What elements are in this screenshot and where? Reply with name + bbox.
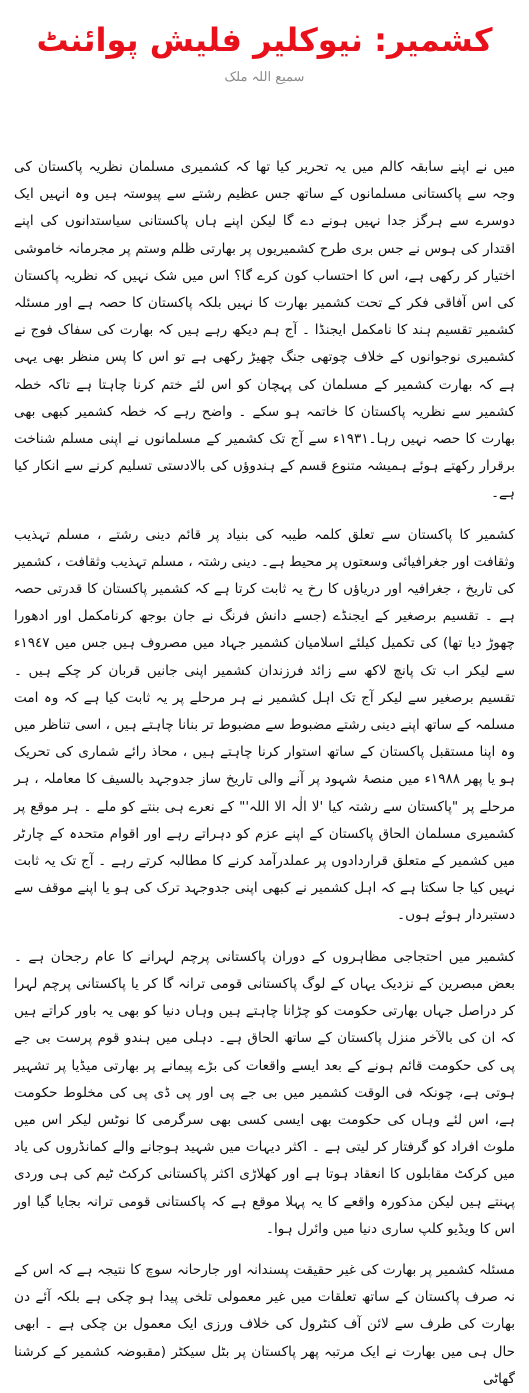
article-headline: کشمیر: نیوکلیر فلیش پوائنٹ (36, 21, 493, 59)
article-paragraph: کشمیر کا پاکستان سے تعلق کلمہ طیبہ کی بنیاد پر قائم دینی رشتے ، مسلم تہذیب وثقافت اور جغرافیائی وسعتوں پر محیط ہے۔ دینی رشتہ ، مسلم تہذیب وثقافت ، کشمیر کی تاریخ ، جغرافیہ اور دریاؤں کا رخ یہ ثابت کرتا ہے کہ کشمیر پاکستان کا قدرتی حصہ ہے ۔ تقسیم برصغیر کے ایجنڈے (جسے دانش فرنگ نے جان بوجھ کرنامکمل اور ادھورا چھوڑ دیا تھا) کی تکمیل کیلئے اسلامیان کشمیر جہاد میں مصروف ہیں جس میں ١٩٤٧ء سے لیکر اب تک پانچ لاکھ سے زائد فرزندان کشمیر اپنی جانیں قربان کر چکے ہیں ۔ تقسیم برصغیر سے لیکر آج تک اہل کشمیر نے ہر مرحلے پر یہ ثابت کیا ہے کہ وہ امت مسلمہ کے ساتھ اپنے دینی رشتے مضبوط سے مضبوط تر بنانا چاہتے ہیں ، اسی تناظر میں وہ اپنا مستقبل پاکستان کے ساتھ استوار کرنا چاہتے ہیں ، محاذ رائے شماری کی تحریک ہو یا پھر ١٩٨٨ء میں منصۂ شہود پر آنے والی تاریخ ساز جدوجہد بالسیف کا معاملہ ، ہر مرحلے پر "پاکستان سے رشتہ کیا 'لا الٰہ الا اللہ'" کے نعرے ہی بنتے کو ملے ۔ ہر موقع پر کشمیری مسلمان الحاق پاکستان کے اپنے عزم کو دہراتے رہے اور اقوام متحدہ کے چارٹر میں کشمیر کے متعلق قراردادوں پر عملدرآمد کرنے کا مطالبہ کرتے رہے ۔ آج تک یہ ثابت نہیں کیا جا سکتا ہے کہ اہل کشمیر نے کبھی اپنی جدوجہد ترک کی ہو یا اپنے موقف سے دستبردار ہوئے ہوں۔ (14, 526, 516, 924)
article-paragraph: میں نے اپنے سابقہ کالم میں یہ تحریر کیا تھا کہ کشمیری مسلمان نظریہ پاکستان کی وجہ سے پاکستانی مسلمانوں کے ساتھ جس عظیم رشتے سے پیوستہ ہیں وہ انہیں ایک دوسرے سے ہرگز جدا نہیں ہونے دے گا لیکن اپنے ہاں پاکستانی سیاستدانوں کی اپنے اقتدار کی ہوس نے جس بری طرح کشمیریوں پر بھارتی ظلم وستم پر مجرمانہ خاموشی اختیار کر رکھی ہے، اس کا احتساب کون کرے گا؟ اس میں شک نہیں کہ نظریہ پاکستان کی اس آفاقی فکر کے تحت کشمیر بھارت کا نہیں بلکہ پاکستان کا حصہ ہے اور مسئلہ کشمیر تقسیم ہند کا نامکمل ایجنڈا ۔ آج ہم دیکھ رہے ہیں کہ بھارت کی سفاک فوج نے کشمیری نوجوانوں کے خلاف چوتھی جنگ چھیڑ رکھی ہے تو اس کا پس منظر بھی یہی ہے کہ بھارت کشمیر کے مسلمان کی پہچان کو اس لئے ختم کرنا چاہتا ہے تاکہ خطہ کشمیر سے نظریہ پاکستان کا خاتمہ ہو سکے ۔ واضح رہے کہ خطہ کشمیر کبھی بھی بھارت کا حصہ نہیں رہا۔١٩٣١ء سے آج تک کشمیر کے مسلمانوں نے اپنی مسلم شناخت برقرار رکھتے ہوئے ہمیشہ متنوع قسم کے ہندوؤں کی بالادستی تسلیم کرنے سے انکار کیا ہے۔ (14, 159, 515, 502)
article-paragraph: کشمیر میں احتجاجی مظاہروں کے دوران پاکستانی پرچم لہرانے کا عام رجحان ہے ۔ بعض مبصرین کے نزدیک یہاں کے لوگ پاکستانی قومی ترانہ گا کر یا پاکستانی پرچم لہرا کر دراصل جہاں بھارتی حکومت کو چڑانا چاہتے ہیں وہاں دنیا کو بھی یہ باور کراتے ہیں کہ ان کی بالآخر منزل پاکستان کے ساتھ الحاق ہے۔ دہلی میں ہندو قوم پرست بی جے پی کی حکومت قائم ہونے کے بعد ایسے واقعات کی بڑے پیمانے پر بھارتی میڈیا پر تشہیر ہوتی ہے، چونکہ فی الوقت کشمیر میں بی جے پی اور پی ڈی پی کی مخلوط حکومت ہے، اس لئے وہاں کی حکومت بھی ایسی کسی بھی سرگرمی کا نوٹس لیکر اس میں ملوث افراد کو گرفتار کر لیتی ہے ۔ اکثر دیہات میں شہید ہوجانے والے کمانڈروں کی یاد میں کرکٹ مقابلوں کا انعقاد ہوتا ہے اور کھلاڑی اکثر پاکستانی کرکٹ ٹیم کی ہی وردی پہنتے ہیں لیکن مذکورہ واقعے کا یہ پہلا موقع ہے کہ پاکستانی قومی ترانہ بجایا گیا اور اس کا ویڈیو کلپ ساری دنیا میں وائرل ہوا۔ (14, 948, 515, 1237)
article-paragraph: مسئلہ کشمیر پر بھارت کی غیر حقیقت پسندانہ اور جارحانہ سوچ کا نتیجہ ہے کہ اس کے نہ صرف پاکستان کے ساتھ تعلقات میں غیر معمولی تلخی پیدا ہو چکی ہے بلکہ آئے دن بھارت کی طرف سے لائن آف کنٹرول کی خلاف ورزی ایک معمول بن چکی ہے ۔ ابھی حال ہی میں بھارت نے ایک مرتبہ پھر پاکستان پر بٹل سیکٹر (مقبوضہ کشمیر کے کرشنا گھاٹی (14, 1261, 515, 1387)
article-body (14, 154, 515, 1393)
author-signature: سمیع اللہ ملک (224, 70, 305, 85)
